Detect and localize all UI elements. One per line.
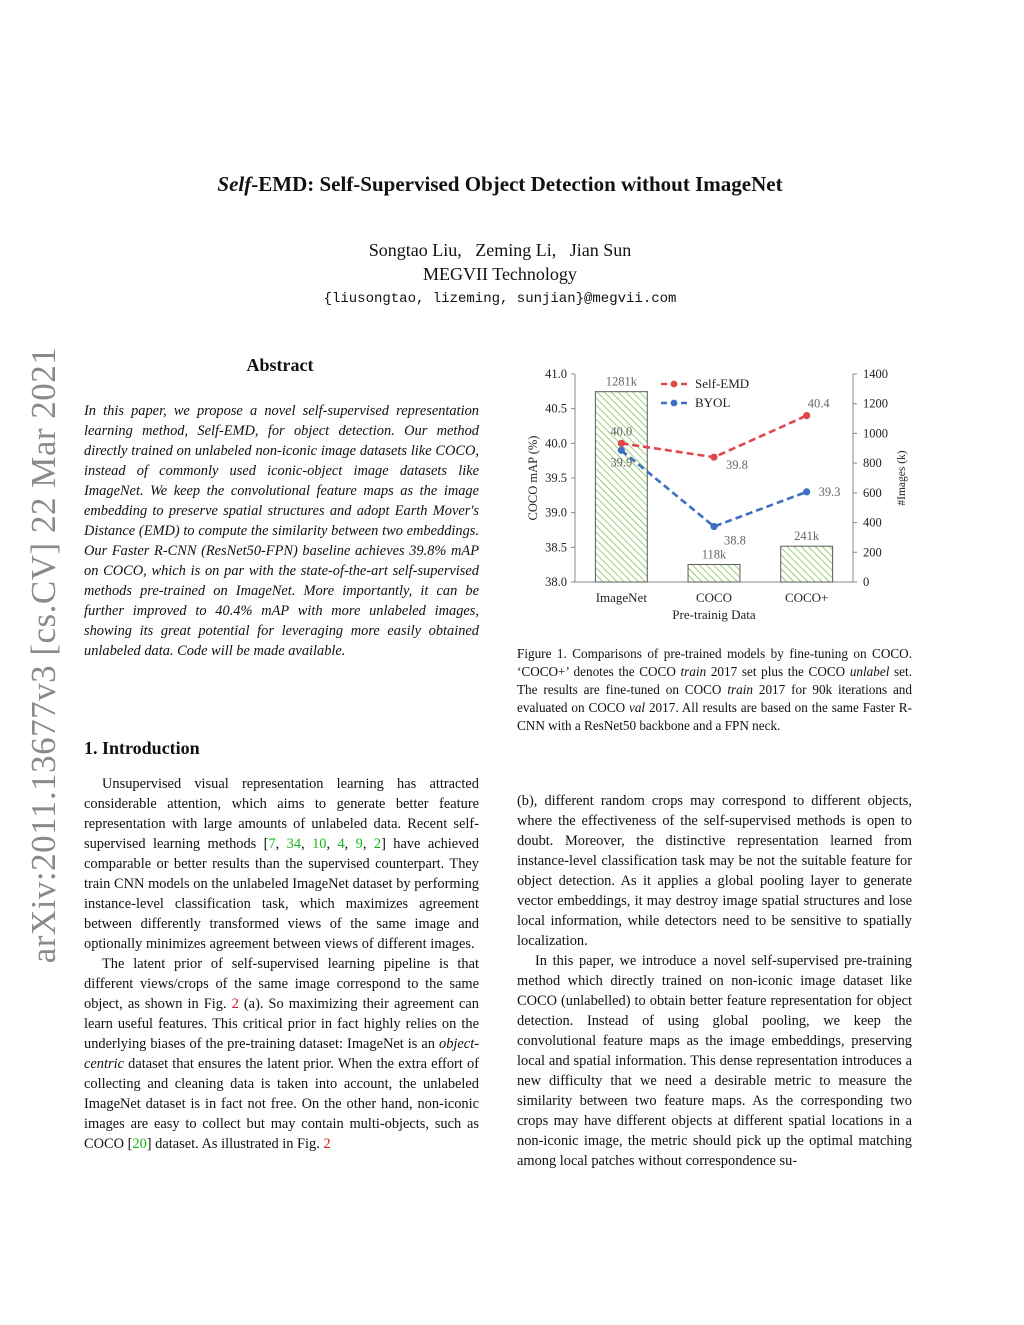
abstract-text: In this paper, we propose a novel self-supervised representation learning method, Self-EMD, for object detection. Our method directly trained on unlabeled non-iconic image datasets like COCO, instead of commonly used iconic-object image datasets like ImageNet. We keep the convolutional feature maps as the image embedding to preserve spatial structures and adopt Earth Mover's Distance (EMD) to compute the similarity between two embeddings. Our Faster R-CNN (ResNet50-FPN) baseline achieves 39.8% mAP on COCO, which is on par with the state-of-the-art self-supervised methods pre-trained on ImageNet. More importantly, it can be further improved to 40.4% mAP with more unlabeled images, showing its great potential for leveraging more easily obtained unlabeled data. Code will be made available. [84, 403, 479, 659]
arxiv-stamp-text: arXiv:2011.13677v3 [cs.CV] 22 Mar 2021 [24, 346, 63, 964]
x-axis-title: Pre-trainig Data [672, 607, 756, 622]
citation-link[interactable]: 10 [312, 836, 327, 852]
abstract-heading: Abstract [246, 355, 314, 375]
y2-tick-label: 600 [863, 485, 882, 500]
y-tick-label: 39.0 [545, 505, 567, 520]
y-axis-title: COCO mAP (%) [526, 435, 540, 521]
x-tick-label: COCO [695, 590, 733, 605]
intro-paragraph-4: In this paper, we introduce a novel self-supervised pre-training method which directly trained on non-iconic image dataset like COCO (unlabelled) to obtain better feature representation for object detection. Instead of using global pooling, we keep the convolutional feature maps as the image embeddings, preserving local and spatial information. This dense representation introduces a new difficulty that we need a desirable metric to measure the similarity between two feature maps. As the corresponding two crops may have different objects at different spatial locations in a non-iconic image, the metric should pick up the optimal matching among local patches without correspondence su- [517, 953, 912, 1169]
bar-value-label: 118k [701, 547, 727, 562]
citation-link[interactable]: 34 [286, 836, 302, 852]
x-tick-label: ImageNet [595, 590, 647, 605]
chart-svg [515, 360, 925, 630]
bar-images [595, 392, 647, 582]
series-value-label: 40.4 [807, 396, 830, 411]
series-line-self-emd [621, 416, 806, 458]
legend-label: Self-EMD [695, 376, 750, 391]
legend-label: BYOL [695, 395, 731, 410]
citation-link[interactable]: 4 [337, 836, 345, 852]
series-point-self-emd [710, 454, 717, 461]
series-value-label: 38.8 [724, 533, 746, 548]
caption-emphasis: train [727, 682, 753, 697]
citation-link[interactable]: 20 [132, 1136, 147, 1152]
caption-emphasis: unlabel [849, 664, 890, 679]
caption-text: 2017 set plus the COCO [706, 664, 850, 679]
caption-text: set. The results are fine-tuned on COCO [517, 664, 912, 697]
introduction-heading: 1. Introduction [84, 738, 200, 758]
series-value-label: 39.8 [726, 458, 748, 473]
caption-text: 2017. All results are based on the same Faster R-CNN with a ResNet50 backbone and a FPN neck. [517, 700, 912, 733]
figure-1-chart [515, 360, 925, 630]
series-point-byol [710, 523, 717, 530]
intro-paragraph-3: (b), different random crops may correspond to different objects, where the effectiveness of the self-supervised methods is open to doubt. Moreover, the distinctive representation learned from instance-level classification task may be not the suitable feature for object detection. As it applies a global pooling layer to generate vector embeddings, it may destroy image spatial structures and lose local information, while detectors need to be sensitive to spatially localization. [517, 793, 912, 949]
paper-title [0, 172, 1000, 197]
series-point-byol [618, 447, 625, 454]
caption-text: Figure 1. Comparisons of pre-trained models by fine-tuning on COCO. ‘COCO+’ denotes the COCO [517, 646, 912, 679]
series-value-label: 39.9 [610, 455, 633, 470]
intro-text: (a). So maximizing their agreement can learn useful features. This critical prior in fact highly relies on the underlying biases of the pre-training dataset: ImageNet is an [84, 996, 479, 1052]
figure-1-caption [517, 645, 912, 735]
bar-value-label: 1281k [605, 374, 637, 389]
series-point-self-emd [618, 440, 625, 447]
bar-images [688, 564, 740, 582]
y2-tick-label: 200 [863, 545, 882, 560]
intro-text: ] dataset. As illustrated in Fig. [146, 1136, 324, 1152]
caption-text: 2017 for 90k iterations and evaluated on COCO [517, 682, 912, 715]
caption-emphasis: val [628, 700, 646, 715]
y-tick-label: 38.5 [545, 540, 567, 555]
authors: Songtao Liu, Zeming Li, Jian Sun [368, 240, 632, 260]
y-tick-label: 38.0 [545, 575, 567, 589]
series-point-byol [803, 488, 810, 495]
y2-tick-label: 1000 [863, 426, 888, 441]
title-rest: -EMD: Self-Supervised Object Detection without ImageNet [251, 172, 783, 196]
legend-marker [671, 381, 678, 388]
series-value-label: 39.3 [818, 484, 841, 499]
intro-paragraph-1: Unsupervised visual representation learning has attracted considerable attention, which aims to generate better feature representation with large amounts of unlabeled data. Recent self-supervised learning methods [7, 34, 10, 4, 9, 2] have achieved comparable or better results than the supervised counterpart. They train CNN models on the unlabeled ImageNet dataset by performing instance-level classification task, which maximizes agreement between differently transformed views of the same image and optionally minimizes agreement between views of different images. [84, 776, 479, 952]
bar-value-label: 241k [794, 529, 820, 544]
intro-emphasis: object-centric [84, 1036, 479, 1072]
title-italic-part: Self [217, 172, 252, 196]
y-tick-label: 41.0 [545, 367, 567, 381]
y-tick-label: 39.5 [545, 471, 567, 485]
bar-images [781, 546, 833, 582]
intro-text: Unsupervised visual representation learning has attracted considerable attention, which aims to generate better feature representation with large amounts of unlabeled data. Recent self-supervised learning methods [ [84, 776, 479, 852]
series-line-byol [621, 450, 806, 526]
figure-ref-link[interactable]: 2 [231, 996, 239, 1012]
y2-tick-label: 1200 [863, 396, 888, 411]
citation-link[interactable]: 9 [355, 836, 363, 852]
author-emails: {liusongtao, lizeming, sunjian}@megvii.com [323, 291, 677, 307]
intro-text: The latent prior of self-supervised learning pipeline is that different views/crops of the same image correspond to the same object, as shown in Fig. [84, 956, 479, 1012]
series-value-label: 40.0 [610, 424, 633, 439]
caption-emphasis: train [680, 664, 707, 679]
y-tick-label: 40.0 [545, 436, 567, 451]
x-tick-label: COCO+ [784, 590, 829, 605]
figure-ref-link[interactable]: 2 [323, 1136, 331, 1152]
y2-tick-label: 400 [863, 515, 882, 530]
citation-link[interactable]: 7 [268, 836, 276, 852]
y2-tick-label: 0 [863, 575, 870, 589]
intro-paragraph-2 [84, 954, 479, 1154]
y-tick-label: 40.5 [545, 401, 567, 416]
intro-text: ] have achieved comparable or better results than the supervised counterpart. They train CNN models on the unlabeled ImageNet dataset by performing instance-level classification task, which maximizes agreement between differently transformed views of the same image and optionally minimizes agreement between views of different images. [84, 836, 479, 952]
y2-tick-label: 1400 [863, 367, 888, 381]
affiliation: MEGVII Technology [423, 264, 577, 284]
introduction-column-right [517, 791, 912, 1171]
introduction-column-left [84, 774, 479, 1154]
y2-tick-label: 800 [863, 456, 882, 471]
legend-marker [671, 400, 678, 407]
series-point-self-emd [803, 412, 810, 419]
intro-text: dataset that ensures the latent prior. When the extra effort of collecting and cleaning data is taken into account, the unlabeled ImageNet dataset is in fact not free. On the other hand, non-iconic images are easy to collect but may contain multi-objects, such as COCO [ [84, 1056, 479, 1152]
y2-axis-title: #Images (k) [896, 450, 908, 506]
citation-link[interactable]: 2 [373, 836, 382, 852]
